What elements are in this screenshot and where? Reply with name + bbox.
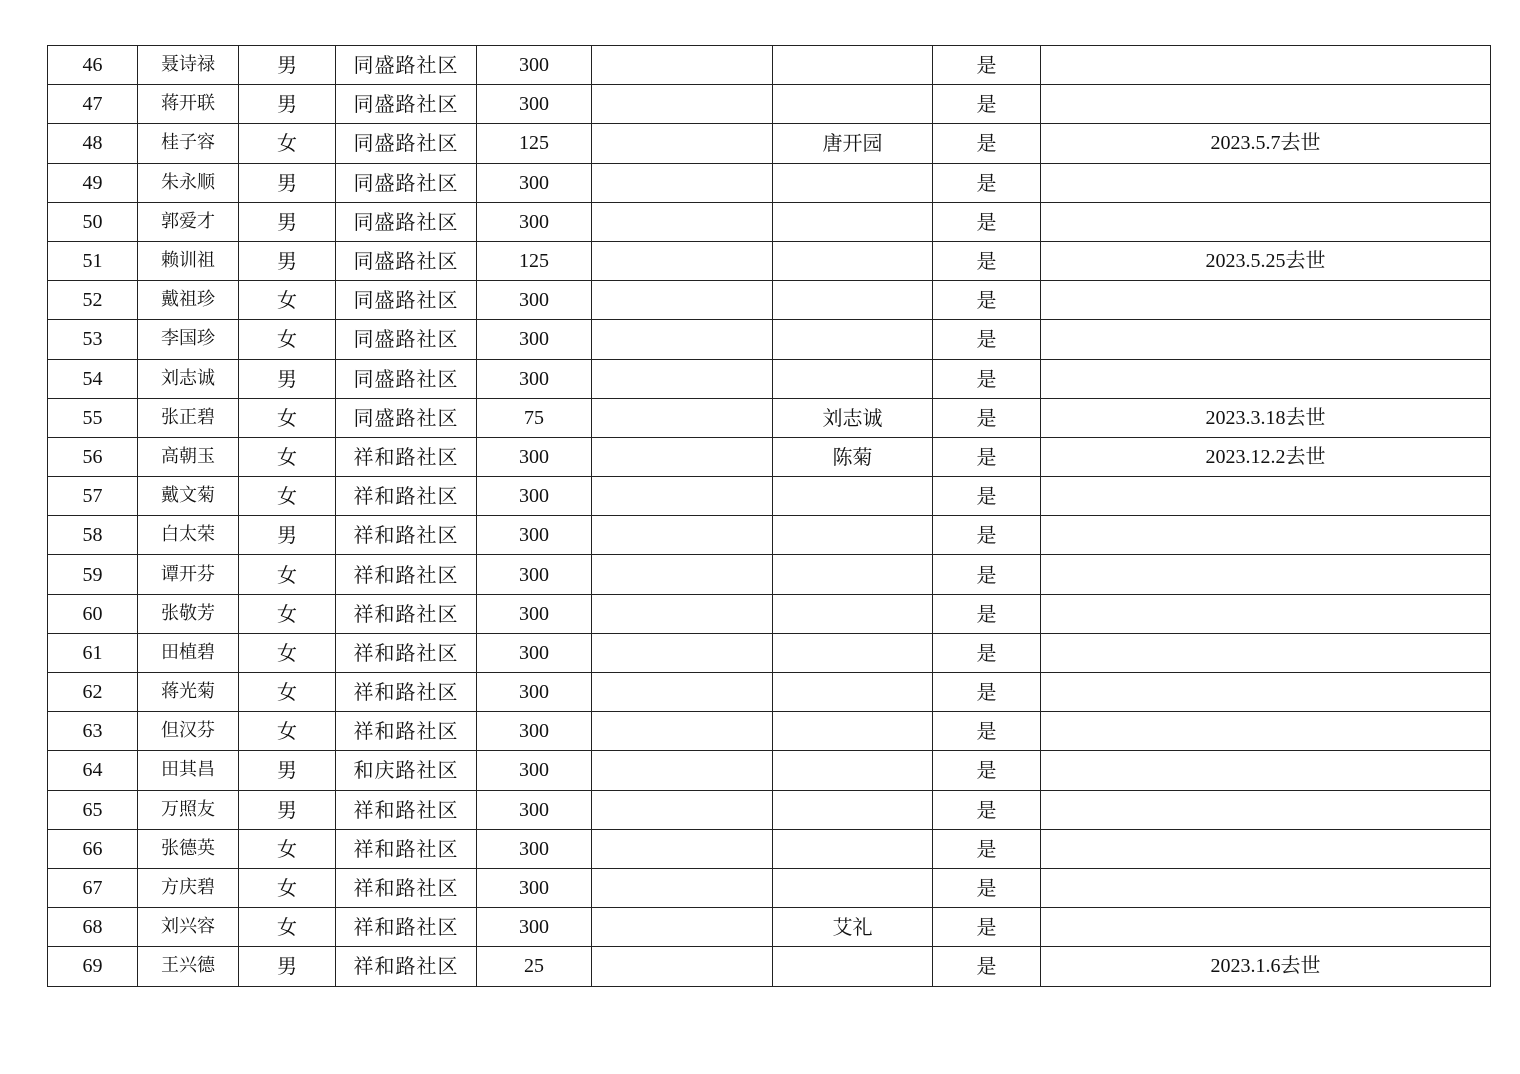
name-cell: 张正碧: [138, 398, 239, 437]
note-cell: [1041, 868, 1491, 907]
blank-cell: [592, 124, 773, 163]
community-cell: 祥和路社区: [336, 477, 477, 516]
row-number: 68: [48, 908, 138, 947]
community-cell: 祥和路社区: [336, 947, 477, 986]
note-cell: [1041, 712, 1491, 751]
name-cell: 李国珍: [138, 320, 239, 359]
table-row: [48, 46, 1491, 85]
community-cell: 祥和路社区: [336, 712, 477, 751]
status-cell: 是: [933, 908, 1041, 947]
amount-cell: 300: [477, 437, 592, 476]
agent-cell: [773, 241, 933, 280]
community-cell: 祥和路社区: [336, 594, 477, 633]
amount-cell: 300: [477, 829, 592, 868]
blank-cell: [592, 241, 773, 280]
table-row: [48, 163, 1491, 202]
row-number: 54: [48, 359, 138, 398]
table-body: [48, 46, 1491, 987]
note-cell: [1041, 85, 1491, 124]
agent-cell: [773, 947, 933, 986]
row-number: 66: [48, 829, 138, 868]
agent-cell: [773, 751, 933, 790]
agent-cell: [773, 829, 933, 868]
row-number: 53: [48, 320, 138, 359]
note-cell: [1041, 46, 1491, 85]
note-cell: [1041, 751, 1491, 790]
blank-cell: [592, 359, 773, 398]
row-number: 65: [48, 790, 138, 829]
name-cell: 蒋光菊: [138, 673, 239, 712]
table-row: [48, 359, 1491, 398]
agent-cell: [773, 633, 933, 672]
amount-cell: 300: [477, 594, 592, 633]
row-number: 51: [48, 241, 138, 280]
amount-cell: 300: [477, 85, 592, 124]
sex-cell: 男: [239, 163, 336, 202]
agent-cell: [773, 85, 933, 124]
sex-cell: 男: [239, 947, 336, 986]
blank-cell: [592, 790, 773, 829]
community-cell: 同盛路社区: [336, 398, 477, 437]
status-cell: 是: [933, 868, 1041, 907]
community-cell: 同盛路社区: [336, 85, 477, 124]
name-cell: 田植碧: [138, 633, 239, 672]
note-cell: [1041, 908, 1491, 947]
sex-cell: 女: [239, 555, 336, 594]
community-cell: 祥和路社区: [336, 555, 477, 594]
blank-cell: [592, 947, 773, 986]
status-cell: 是: [933, 829, 1041, 868]
table-row: [48, 281, 1491, 320]
name-cell: 王兴德: [138, 947, 239, 986]
community-cell: 和庆路社区: [336, 751, 477, 790]
agent-cell: [773, 868, 933, 907]
blank-cell: [592, 281, 773, 320]
sex-cell: 女: [239, 829, 336, 868]
sex-cell: 女: [239, 594, 336, 633]
blank-cell: [592, 437, 773, 476]
table-row: [48, 320, 1491, 359]
name-cell: 郭爱才: [138, 202, 239, 241]
name-cell: 蒋开联: [138, 85, 239, 124]
table-row: [48, 594, 1491, 633]
table-row: [48, 202, 1491, 241]
community-cell: 祥和路社区: [336, 673, 477, 712]
row-number: 50: [48, 202, 138, 241]
blank-cell: [592, 829, 773, 868]
note-cell: 2023.5.7去世: [1041, 124, 1491, 163]
blank-cell: [592, 85, 773, 124]
amount-cell: 125: [477, 124, 592, 163]
status-cell: 是: [933, 477, 1041, 516]
status-cell: 是: [933, 398, 1041, 437]
agent-cell: [773, 673, 933, 712]
row-number: 64: [48, 751, 138, 790]
name-cell: 刘志诚: [138, 359, 239, 398]
table-row: [48, 516, 1491, 555]
agent-cell: 唐开园: [773, 124, 933, 163]
amount-cell: 300: [477, 320, 592, 359]
amount-cell: 300: [477, 673, 592, 712]
name-cell: 高朝玉: [138, 437, 239, 476]
status-cell: 是: [933, 281, 1041, 320]
agent-cell: [773, 359, 933, 398]
name-cell: 谭开芬: [138, 555, 239, 594]
amount-cell: 300: [477, 46, 592, 85]
community-cell: 同盛路社区: [336, 241, 477, 280]
community-cell: 同盛路社区: [336, 46, 477, 85]
note-cell: [1041, 359, 1491, 398]
amount-cell: 300: [477, 163, 592, 202]
agent-cell: [773, 555, 933, 594]
agent-cell: [773, 163, 933, 202]
note-cell: 2023.3.18去世: [1041, 398, 1491, 437]
name-cell: 赖训祖: [138, 241, 239, 280]
row-number: 52: [48, 281, 138, 320]
status-cell: 是: [933, 359, 1041, 398]
note-cell: [1041, 829, 1491, 868]
amount-cell: 300: [477, 202, 592, 241]
note-cell: [1041, 163, 1491, 202]
community-cell: 祥和路社区: [336, 516, 477, 555]
subsidy-table: [47, 45, 1491, 987]
agent-cell: [773, 712, 933, 751]
amount-cell: 300: [477, 633, 592, 672]
row-number: 62: [48, 673, 138, 712]
blank-cell: [592, 673, 773, 712]
status-cell: 是: [933, 673, 1041, 712]
sex-cell: 女: [239, 633, 336, 672]
amount-cell: 300: [477, 790, 592, 829]
sex-cell: 男: [239, 751, 336, 790]
table-row: [48, 633, 1491, 672]
community-cell: 祥和路社区: [336, 829, 477, 868]
sex-cell: 男: [239, 790, 336, 829]
community-cell: 祥和路社区: [336, 633, 477, 672]
status-cell: 是: [933, 202, 1041, 241]
table-row: [48, 124, 1491, 163]
agent-cell: [773, 516, 933, 555]
blank-cell: [592, 712, 773, 751]
sex-cell: 女: [239, 908, 336, 947]
row-number: 61: [48, 633, 138, 672]
name-cell: 桂子容: [138, 124, 239, 163]
status-cell: 是: [933, 555, 1041, 594]
table-row: [48, 437, 1491, 476]
community-cell: 祥和路社区: [336, 790, 477, 829]
community-cell: 祥和路社区: [336, 868, 477, 907]
sex-cell: 女: [239, 868, 336, 907]
status-cell: 是: [933, 163, 1041, 202]
row-number: 60: [48, 594, 138, 633]
row-number: 57: [48, 477, 138, 516]
row-number: 48: [48, 124, 138, 163]
agent-cell: [773, 320, 933, 359]
sex-cell: 男: [239, 85, 336, 124]
sex-cell: 女: [239, 320, 336, 359]
blank-cell: [592, 555, 773, 594]
note-cell: [1041, 633, 1491, 672]
amount-cell: 75: [477, 398, 592, 437]
name-cell: 田其昌: [138, 751, 239, 790]
sex-cell: 男: [239, 359, 336, 398]
amount-cell: 300: [477, 359, 592, 398]
table-row: [48, 85, 1491, 124]
note-cell: 2023.12.2去世: [1041, 437, 1491, 476]
table-row: [48, 555, 1491, 594]
name-cell: 戴祖珍: [138, 281, 239, 320]
amount-cell: 25: [477, 947, 592, 986]
sex-cell: 男: [239, 202, 336, 241]
agent-cell: 刘志诚: [773, 398, 933, 437]
agent-cell: [773, 477, 933, 516]
sex-cell: 女: [239, 712, 336, 751]
agent-cell: [773, 46, 933, 85]
note-cell: [1041, 594, 1491, 633]
community-cell: 同盛路社区: [336, 320, 477, 359]
row-number: 67: [48, 868, 138, 907]
status-cell: 是: [933, 46, 1041, 85]
agent-cell: [773, 594, 933, 633]
blank-cell: [592, 594, 773, 633]
community-cell: 同盛路社区: [336, 202, 477, 241]
row-number: 69: [48, 947, 138, 986]
blank-cell: [592, 908, 773, 947]
status-cell: 是: [933, 594, 1041, 633]
name-cell: 朱永顺: [138, 163, 239, 202]
name-cell: 张德英: [138, 829, 239, 868]
amount-cell: 300: [477, 477, 592, 516]
note-cell: [1041, 477, 1491, 516]
status-cell: 是: [933, 320, 1041, 359]
table-row: [48, 673, 1491, 712]
table-row: [48, 398, 1491, 437]
sex-cell: 女: [239, 477, 336, 516]
note-cell: 2023.5.25去世: [1041, 241, 1491, 280]
row-number: 46: [48, 46, 138, 85]
sex-cell: 男: [239, 241, 336, 280]
name-cell: 万照友: [138, 790, 239, 829]
status-cell: 是: [933, 85, 1041, 124]
note-cell: [1041, 320, 1491, 359]
status-cell: 是: [933, 790, 1041, 829]
agent-cell: [773, 202, 933, 241]
sex-cell: 男: [239, 46, 336, 85]
row-number: 47: [48, 85, 138, 124]
community-cell: 祥和路社区: [336, 437, 477, 476]
status-cell: 是: [933, 751, 1041, 790]
blank-cell: [592, 751, 773, 790]
sex-cell: 女: [239, 673, 336, 712]
note-cell: [1041, 202, 1491, 241]
table-row: [48, 829, 1491, 868]
blank-cell: [592, 868, 773, 907]
blank-cell: [592, 320, 773, 359]
name-cell: 但汉芬: [138, 712, 239, 751]
blank-cell: [592, 633, 773, 672]
sex-cell: 女: [239, 281, 336, 320]
amount-cell: 300: [477, 555, 592, 594]
community-cell: 同盛路社区: [336, 124, 477, 163]
agent-cell: 艾礼: [773, 908, 933, 947]
table-row: [48, 947, 1491, 986]
community-cell: 同盛路社区: [336, 281, 477, 320]
sex-cell: 女: [239, 124, 336, 163]
note-cell: [1041, 555, 1491, 594]
table-row: [48, 790, 1491, 829]
sex-cell: 男: [239, 516, 336, 555]
blank-cell: [592, 46, 773, 85]
amount-cell: 300: [477, 751, 592, 790]
blank-cell: [592, 202, 773, 241]
note-cell: [1041, 673, 1491, 712]
amount-cell: 300: [477, 516, 592, 555]
table-row: [48, 908, 1491, 947]
row-number: 63: [48, 712, 138, 751]
row-number: 55: [48, 398, 138, 437]
status-cell: 是: [933, 241, 1041, 280]
blank-cell: [592, 477, 773, 516]
row-number: 56: [48, 437, 138, 476]
table-row: [48, 751, 1491, 790]
row-number: 59: [48, 555, 138, 594]
community-cell: 祥和路社区: [336, 908, 477, 947]
status-cell: 是: [933, 516, 1041, 555]
agent-cell: [773, 281, 933, 320]
amount-cell: 300: [477, 868, 592, 907]
table-row: [48, 477, 1491, 516]
sex-cell: 女: [239, 437, 336, 476]
note-cell: 2023.1.6去世: [1041, 947, 1491, 986]
note-cell: [1041, 516, 1491, 555]
table-row: [48, 241, 1491, 280]
name-cell: 张敬芳: [138, 594, 239, 633]
status-cell: 是: [933, 947, 1041, 986]
name-cell: 方庆碧: [138, 868, 239, 907]
status-cell: 是: [933, 712, 1041, 751]
status-cell: 是: [933, 437, 1041, 476]
table-row: [48, 868, 1491, 907]
community-cell: 同盛路社区: [336, 163, 477, 202]
blank-cell: [592, 398, 773, 437]
blank-cell: [592, 516, 773, 555]
agent-cell: [773, 790, 933, 829]
community-cell: 同盛路社区: [336, 359, 477, 398]
name-cell: 白太荣: [138, 516, 239, 555]
note-cell: [1041, 790, 1491, 829]
status-cell: 是: [933, 633, 1041, 672]
amount-cell: 300: [477, 908, 592, 947]
amount-cell: 300: [477, 712, 592, 751]
amount-cell: 125: [477, 241, 592, 280]
agent-cell: 陈菊: [773, 437, 933, 476]
row-number: 58: [48, 516, 138, 555]
name-cell: 戴文菊: [138, 477, 239, 516]
table-row: [48, 712, 1491, 751]
status-cell: 是: [933, 124, 1041, 163]
amount-cell: 300: [477, 281, 592, 320]
name-cell: 聂诗禄: [138, 46, 239, 85]
blank-cell: [592, 163, 773, 202]
sex-cell: 女: [239, 398, 336, 437]
name-cell: 刘兴容: [138, 908, 239, 947]
row-number: 49: [48, 163, 138, 202]
note-cell: [1041, 281, 1491, 320]
